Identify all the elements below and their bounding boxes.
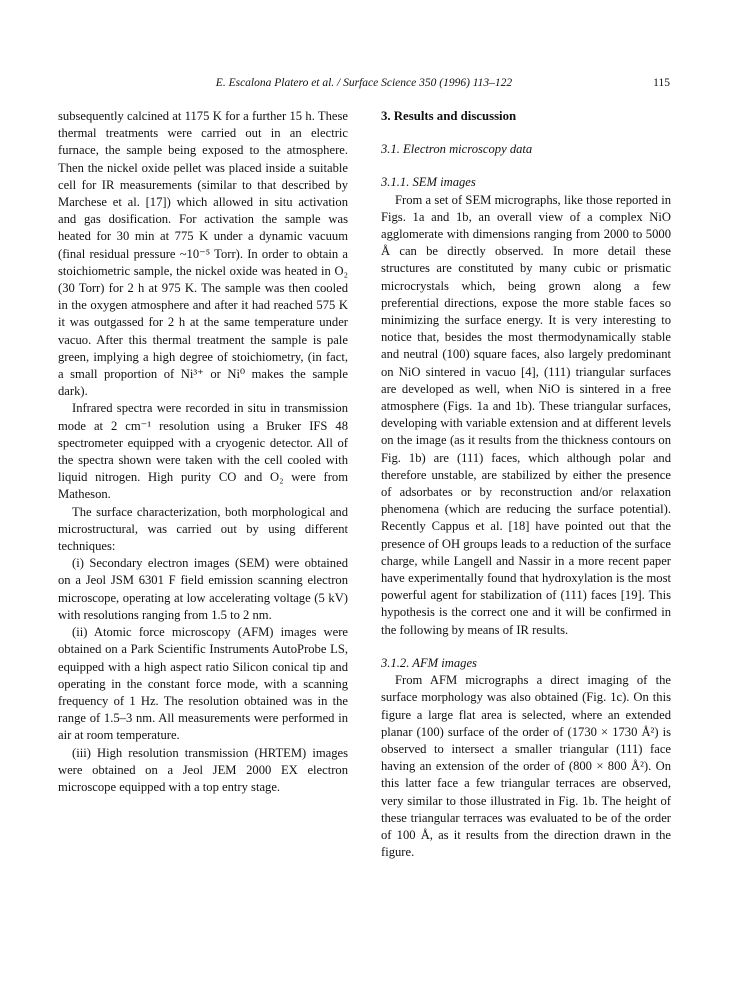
left-column [58,108,348,796]
afm-heading: 3.1.2. AFM images [381,655,477,670]
paragraph-infrared: Infrared spectra were recorded in situ in transmission mode at 2 cm⁻¹ resolution using a Bruker IFS 48 spectrometer equipped with a cryogenic detector. All of the spectra shown were taken with the cell cooled with liquid nitrogen. High purity CO and O₂ were from Matheson. [58,401,348,502]
sem-heading: 3.1.1. SEM images [381,175,476,190]
spacer [381,639,671,655]
right-column [381,108,671,861]
paragraph-hrtem-technique: (iii) High resolution transmission (HRTEM) images were obtained on a Jeol JEM 2000 EX electron microscope equipped with a top entry stage. [58,745,348,794]
running-header [58,74,670,92]
paragraph-sem-technique: (i) Secondary electron images (SEM) were obtained on a Jeol JSM 6301 F field emission scanning electron microscope, operating at low accelerating voltage (5 kV) with resolutions ranging from 1.5 to 2 nm. [58,556,348,622]
paragraph-surface-characterization: The surface characterization, both morphological and microstructural, was carried out by using different techniques: [58,504,348,554]
section-heading: 3. Results and discussion [381,109,517,123]
running-title: E. Escalona Platero et al. / Surface Science 350 (1996) 113–122 [215,77,513,89]
paragraph-methods-continuation: subsequently calcined at 1175 K for a further 15 h. These thermal treatments were carried out in an electric furnace, the sample being exposed to the atmosphere. Then the nickel oxide pellet was placed inside a suitable cell for IR measurements (similar to that described by Marchese et al. [17]) which allowed in situ activation and gas dosification. For activation the sample was heated for 30 min at 775 K under a dynamic vacuum (final residual pressure ~10⁻⁵ Torr). In order to obtain a stoichiometric sample, the nickel oxide was heated in O₂ (30 Torr) for 2 h at 975 K. The sample was then cooled in the oxygen atmosphere and after it had reached 575 K it was outgassed for 2 h at the same temperature under vacuo. After this thermal treatment the sample is pale green, implying a high degree of stoichiometry, (in fact, a small proportion of Ni³⁺ or Ni⁰ makes the sample dark). [58,109,348,399]
page-number: 115 [653,77,670,89]
paragraph-afm-images: From AFM micrographs a direct imaging of the surface morphology was also obtained (Fig. 1c). On this figure a large flat area is selected, where an extended planar (100) surface of the order of (1730 × 1730 Å²) is observed to intersect a smaller triangular (111) face having an extension of the order of (800 × 800 Å²). On this latter face a few triangular terraces are observed, very similar to those illustrated in Fig. 1b. The height of these triangular terraces was evaluated to be of the order of 100 Å, as it results from the direction drawn in the figure. [381,673,671,860]
subsection-heading: 3.1. Electron microscopy data [381,142,533,157]
paragraph-sem-images: From a set of SEM micrographs, like those reported in Figs. 1a and 1b, an overall view of a complex NiO agglomerate with dimensions ranging from 2000 to 5000 Å can be directly observed. In more detail these structures are constituted by many cubic or prismatic microcrystals which, being grown along a few preferential directions, expose the more stable faces so minimizing the surface energy. It is very interesting to notice that, besides the most thermodynamically stable and neutral (100) square faces, also largely predominant on NiO sintered in vacuo [4], (111) triangular surfaces are developed as well, when NiO is sintered in a free atmosphere (Figs. 1a and 1b). These triangular surfaces, developing with variable extension and at different levels on the image (as it results from the thickness contours on Fig. 1b) are (111) faces, which although polar and therefore unstable, are stabilized by either the presence of adsorbates or by reconstruction and/or relaxation phenomena (which are reducing the surface potential). Recently Cappus et al. [18] have pointed out that the presence of OH groups leads to a reduction of the surface charge, while Langell and Nassir in a more recent paper have experimentally found that hydroxylation is the most powerful agent for stabilization of (111) faces [19]. This hypothesis is the correct one and it will be confirmed in the following by means of IR results. [381,192,671,637]
paragraph-afm-technique: (ii) Atomic force microscopy (AFM) images were obtained on a Park Scientific Instruments AutoProbe LS, equipped with a high aspect ratio Silicon conical tip and operating in the constant force mode, with a scanning frequency of 1 Hz. The resolution obtained was in the range of 1.5–3 nm. All measurements were performed in air at room temperature. [58,625,348,743]
